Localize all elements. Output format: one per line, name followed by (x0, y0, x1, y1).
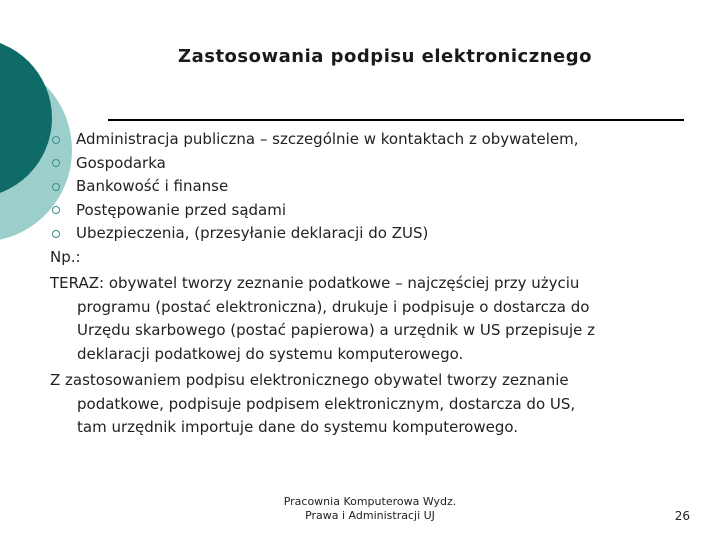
paragraph-line: deklaracji podatkowej do systemu komputerowego. (77, 344, 464, 363)
footer-line: Prawa i Administracji UJ (305, 509, 435, 522)
example-label: Np.: (50, 248, 81, 266)
bullet-item: Gospodarka (52, 152, 579, 176)
circle-bullet-icon (52, 230, 60, 238)
bullet-item: Ubezpieczenia, (przesyłanie deklaracji do ZUS) (52, 222, 579, 246)
paragraph-line: Urzędu skarbowego (postać papierowa) a urzędnik w US przepisuje z (77, 321, 596, 339)
bullet-item: Bankowość i finanse (52, 175, 579, 199)
circle-bullet-icon (52, 159, 60, 167)
circle-bullet-icon (52, 136, 60, 144)
paragraph-current-process (50, 272, 650, 366)
paragraph-line: Z zastosowaniem podpisu elektronicznego obywatel tworzy zeznanie (50, 371, 569, 389)
page-number: 26 (674, 509, 690, 523)
bullet-list (52, 128, 579, 246)
bullet-item: Postępowanie przed sądami (52, 199, 579, 223)
paragraph-line: programu (postać elektroniczna), drukuje i podpisuje o dostarcza do (77, 297, 590, 316)
circle-bullet-icon (52, 206, 60, 214)
footer-text (250, 495, 490, 523)
slide-title: Zastosowania podpisu elektronicznego (178, 46, 592, 67)
paragraph-line: podatkowe, podpisuje podpisem elektronicznym, dostarcza do US, (77, 394, 576, 413)
paragraph-line: TERAZ: obywatel tworzy zeznanie podatkowe – najczęściej przy użyciu (50, 274, 580, 292)
bullet-item: Administracja publiczna – szczególnie w kontaktach z obywatelem, (52, 128, 579, 152)
circle-bullet-icon (52, 183, 60, 191)
paragraph-line: tam urzędnik importuje dane do systemu komputerowego. (77, 418, 519, 436)
title-divider (108, 119, 684, 121)
footer-line: Pracownia Komputerowa Wydz. (283, 495, 457, 508)
paragraph-electronic-process (50, 369, 650, 440)
